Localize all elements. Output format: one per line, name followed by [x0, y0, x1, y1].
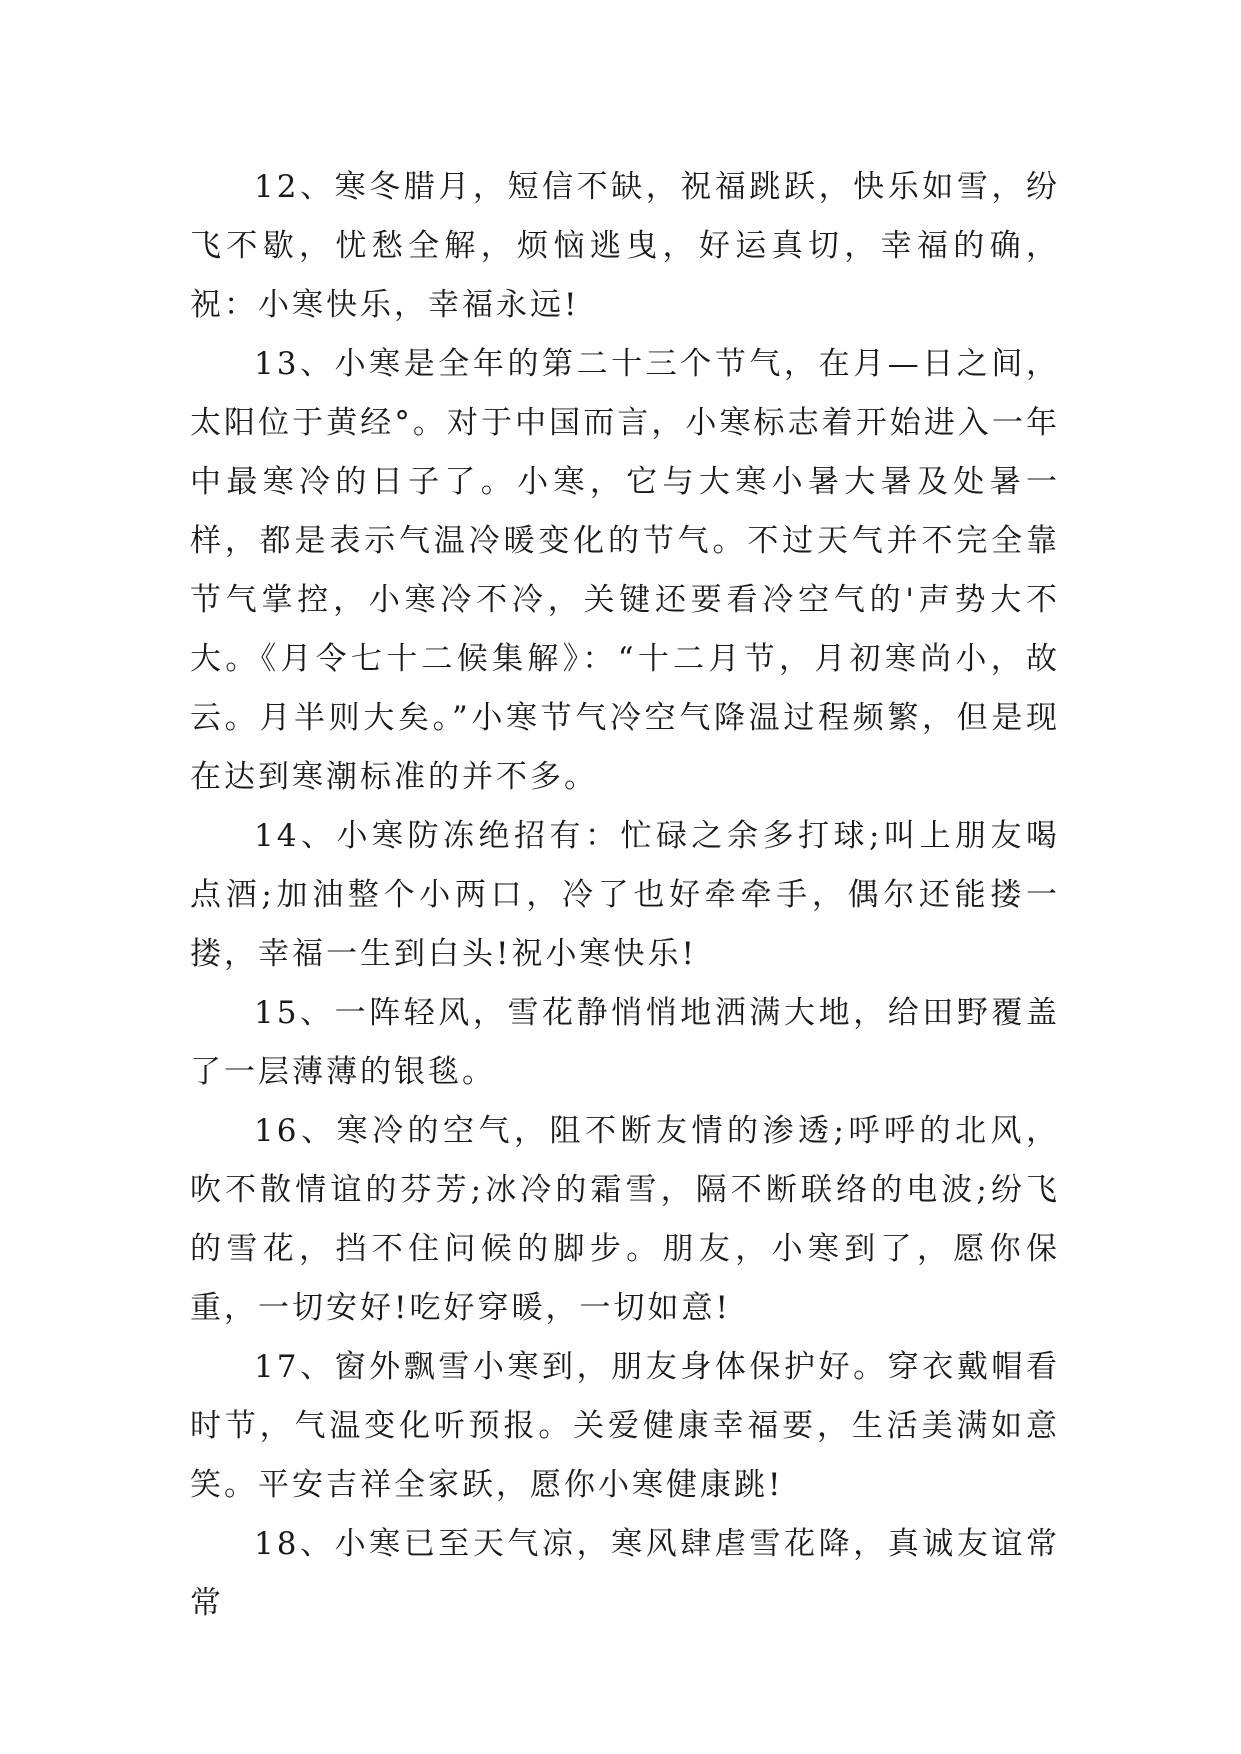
paragraph-18: 18、小寒已至天气凉，寒风肆虐雪花降，真诚友谊常常 [190, 1526, 1060, 1621]
paragraph-15: 15、一阵轻风，雪花静悄悄地洒满大地，给田野覆盖了一层薄薄的银毯。 [190, 995, 1060, 1090]
paragraph-12: 12、寒冬腊月，短信不缺，祝福跳跃，快乐如雪，纷飞不歇，忧愁全解，烦恼逃曳，好运真切，幸福的确，祝：小寒快乐，幸福永远! [190, 169, 1060, 323]
document-body [190, 158, 1060, 1633]
paragraph-13: 13、小寒是全年的第二十三个节气，在月—日之间，太阳位于黄经°。对于中国而言，小寒标志着开始进入一年中最寒冷的日子了。小寒，它与大寒小暑大暑及处暑一样，都是表示气温冷暖变化的节气。不过天气并不完全靠节气掌控，小寒冷不冷，关键还要看冷空气的'声势大不大。《月令七十二候集解》：“十二月节，月初寒尚小，故云。月半则大矣。”小寒节气冷空气降温过程频繁，但是现在达到寒潮标准的并不多。 [190, 346, 1060, 795]
paragraph-14: 14、小寒防冻绝招有：忙碌之余多打球;叫上朋友喝点酒;加油整个小两口，冷了也好牵牵手，偶尔还能搂一搂，幸福一生到白头!祝小寒快乐! [190, 818, 1060, 972]
paragraph-17: 17、窗外飘雪小寒到，朋友身体保护好。穿衣戴帽看时节，气温变化听预报。关爱健康幸福要，生活美满如意笑。平安吉祥全家跃，愿你小寒健康跳! [190, 1349, 1060, 1503]
paragraph-16: 16、寒冷的空气，阻不断友情的渗透;呼呼的北风，吹不散情谊的芬芳;冰冷的霜雪，隔不断联络的电波;纷飞的雪花，挡不住问候的脚步。朋友，小寒到了，愿你保重，一切安好!吃好穿暖，一切如意! [190, 1113, 1060, 1326]
